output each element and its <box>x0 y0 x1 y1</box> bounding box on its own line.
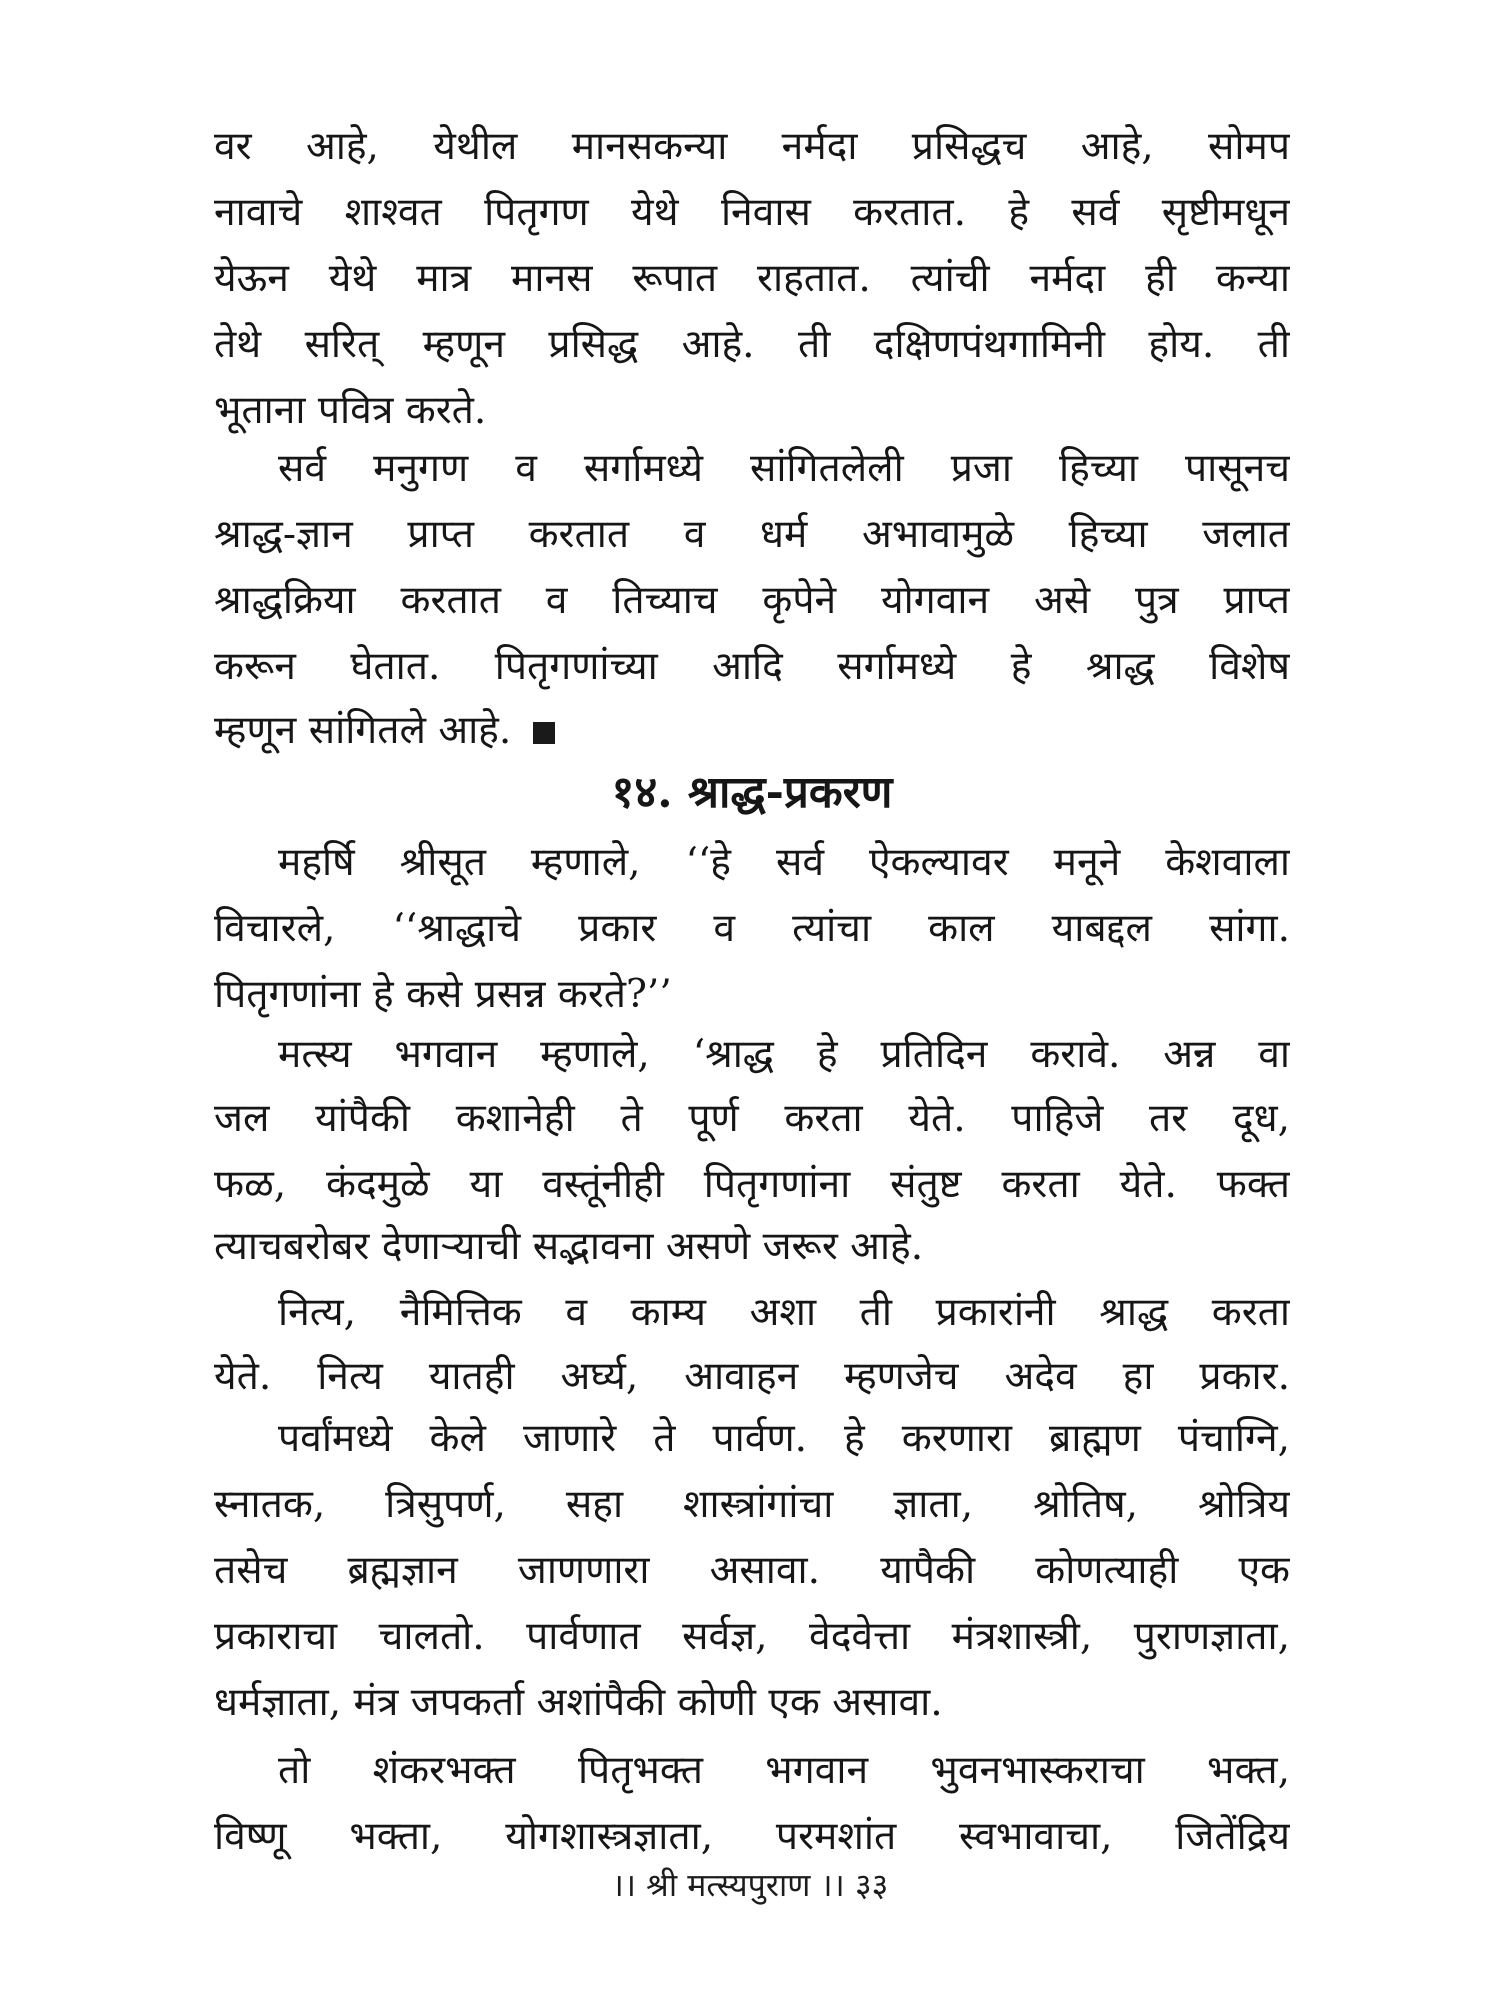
paragraph-6-line-1: पर्वांमध्ये केले जाणारे ते पार्वण. हे करणारा ब्राह्मण पंचाग्नि, <box>278 1416 1290 1461</box>
paragraph-4-line-2: जल यांपैकी कशानेही ते पूर्ण करता येते. पाहिजे तर दूध, <box>214 1096 1290 1141</box>
paragraph-5-line-1: नित्य, नैमित्तिक व काम्य अशा ती प्रकारांनी श्राद्ध करता <box>278 1290 1290 1335</box>
paragraph-6-line-5: धर्मज्ञाता, मंत्र जपकर्ता अशांपैकी कोणी एक असावा. <box>214 1680 943 1725</box>
paragraph-1-line-1: वर आहे, येथील मानसकन्या नर्मदा प्रसिद्धच आहे, सोमप <box>214 124 1290 169</box>
paragraph-2-line-4: करून घेतात. पितृगणांच्या आदि सर्गामध्ये हे श्राद्ध विशेष <box>214 644 1290 689</box>
paragraph-1-line-4: तेथे सरित् म्हणून प्रसिद्ध आहे. ती दक्षिणपंथगामिनी होय. ती <box>214 322 1290 367</box>
paragraph-1-line-3: येऊन येथे मात्र मानस रूपात राहतात. त्यांची नर्मदा ही कन्या <box>214 256 1290 301</box>
paragraph-2-line-5-text: म्हणून सांगितले आहे. <box>214 708 512 753</box>
paragraph-7-line-1: तो शंकरभक्त पितृभक्त भगवान भुवनभास्कराचा भक्त, <box>278 1748 1290 1793</box>
paragraph-3-line-3: पितृगणांना हे कसे प्रसन्न करते?’’ <box>214 972 672 1017</box>
page-body <box>214 118 1290 1918</box>
paragraph-2-line-1: सर्व मनुगण व सर्गामध्ये सांगितलेली प्रजा हिच्या पासूनच <box>278 446 1290 491</box>
paragraph-4-line-3: फळ, कंदमुळे या वस्तूंनीही पितृगणांना संतुष्ट करता येते. फक्त <box>214 1162 1290 1207</box>
paragraph-2-line-5 <box>214 702 1290 760</box>
paragraph-7-line-2: विष्णू भक्ता, योगशास्त्रज्ञाता, परमशांत स्वभावाचा, जितेंद्रिय <box>214 1814 1290 1859</box>
paragraph-6-line-4: प्रकाराचा चालतो. पार्वणात सर्वज्ञ, वेदवेत्ता मंत्रशास्त्री, पुराणज्ञाता, <box>214 1614 1290 1659</box>
paragraph-1-line-5: भूताना पवित्र करते. <box>214 388 487 433</box>
paragraph-6-line-2: स्नातक, त्रिसुपर्ण, सहा शास्त्रांगांचा ज्ञाता, श्रोतिष, श्रोत्रिय <box>214 1482 1290 1527</box>
paragraph-5-line-2: येते. नित्य यातही अर्घ्य, आवाहन म्हणजेच अदेव हा प्रकार. <box>214 1354 1290 1399</box>
paragraph-3-line-2: विचारले, ‘‘श्राद्धाचे प्रकार व त्यांचा काल याबद्दल सांगा. <box>214 906 1290 951</box>
page-footer: ।। श्री मत्स्यपुराण ।। ३३ <box>611 1866 889 1904</box>
chapter-heading: १४. श्राद्ध-प्रकरण <box>611 767 893 818</box>
paragraph-4-line-1: मत्स्य भगवान म्हणाले, ‘श्राद्ध हे प्रतिदिन करावे. अन्न वा <box>278 1032 1290 1077</box>
paragraph-1-line-2: नावाचे शाश्वत पितृगण येथे निवास करतात. हे सर्व सृष्टीमधून <box>214 190 1290 235</box>
section-end-square-icon <box>533 722 555 744</box>
paragraph-4-line-4: त्याचबरोबर देणाऱ्याची सद्भावना असणे जरूर आहे. <box>214 1224 924 1269</box>
paragraph-6-line-3: तसेच ब्रह्मज्ञान जाणणारा असावा. यापैकी कोणत्याही एक <box>214 1548 1290 1593</box>
paragraph-2-line-3: श्राद्धक्रिया करतात व तिच्याच कृपेने योगवान असे पुत्र प्राप्त <box>214 578 1290 623</box>
paragraph-2-line-2: श्राद्ध-ज्ञान प्राप्त करतात व धर्म अभावामुळे हिच्या जलात <box>214 512 1290 557</box>
paragraph-3-line-1: महर्षि श्रीसूत म्हणाले, ‘‘हे सर्व ऐकल्यावर मनूने केशवाला <box>278 840 1290 885</box>
